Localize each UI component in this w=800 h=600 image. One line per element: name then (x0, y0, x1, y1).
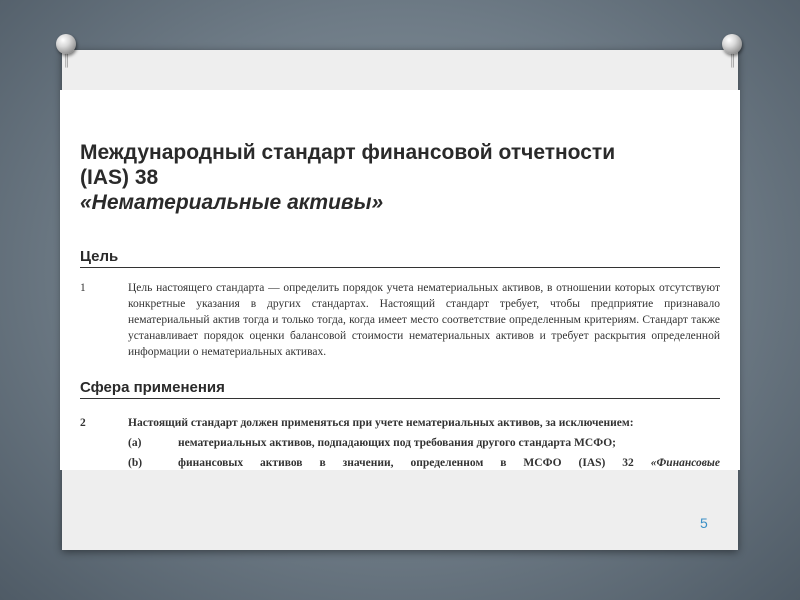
section-heading-scope: Сфера применения (80, 379, 720, 399)
list-item-text-main: финансовых активов в значении, определенном в МСФО (IAS) 32 (178, 457, 634, 469)
list-item-marker: (a) (128, 437, 142, 449)
title-line-1: Международный стандарт финансовой отчетности (80, 141, 616, 164)
page-number: 5 (700, 515, 708, 531)
paragraph-text: Настоящий стандарт должен применяться при учете нематериальных активов, за исключением: (128, 417, 634, 429)
list-item-text-italic: «Финансовые (650, 457, 721, 469)
list-item-marker: (b) (128, 457, 143, 469)
section-heading-goal: Цель (80, 248, 720, 268)
pushpin-icon (722, 34, 742, 72)
paragraph-number: 2 (80, 417, 86, 429)
document-scan (60, 90, 740, 470)
paragraph-text: Цель настоящего стандарта — определить порядок учета нематериальных активов, в отношении которых отсутствуют конкретные указания в других стандартах. Настоящий стандарт требует, чтобы предприятие признавало нематериальный актив тогда и только тогда, когда имеет место соответствие определенным критериям. Стандарт также устанавливает порядок оценки балансовой стоимости нематериальных активов и требует раскрытия определенной информации о нематериальных активах. (128, 282, 720, 358)
list-item-text (178, 455, 720, 470)
title-line-2: (IAS) 38 (80, 166, 159, 189)
list-item-text: нематериальных активов, подпадающих под требования другого стандарта МСФО; (178, 437, 616, 449)
pushpin-icon (56, 34, 76, 72)
paragraph-number: 1 (80, 282, 86, 294)
title-line-3: «Нематериальные активы» (80, 191, 384, 214)
document-title (80, 140, 720, 215)
